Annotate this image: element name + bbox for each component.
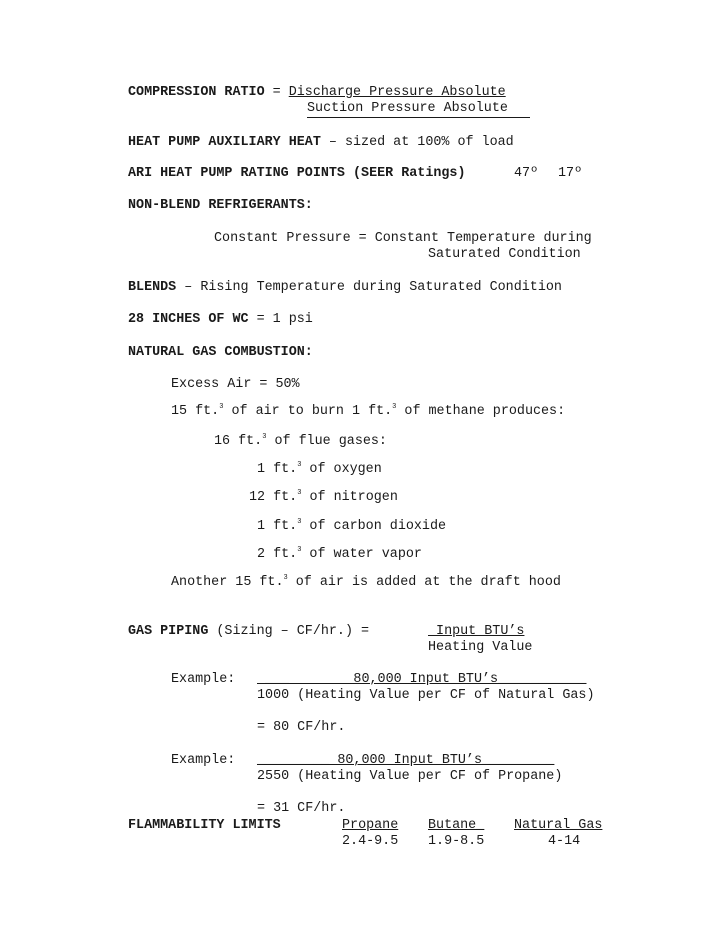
flue-item (249, 490, 398, 506)
draft-hood-a: Another 15 ft. (171, 575, 284, 590)
example2-numerator: _________ 80,000 Input BTU’s_________ (257, 753, 555, 768)
draft-hood-line (171, 575, 561, 591)
equals-sign: = (264, 85, 289, 100)
flue-item-qty: 1 ft. (257, 462, 298, 477)
flammability-header-propane: Propane (342, 818, 399, 833)
cubic-superscript: 3 (392, 403, 397, 411)
flue-text: of flue gases: (266, 434, 387, 449)
example-label: Example: (171, 672, 236, 687)
methane-line-a: 15 ft. (171, 404, 220, 419)
wc-line (128, 312, 313, 328)
ari-label: ARI HEAT PUMP RATING POINTS (SEER Ratings) (128, 166, 466, 181)
aux-heat-label: HEAT PUMP AUXILIARY HEAT (128, 135, 321, 150)
example1-denominator: 1000 (Heating Value per CF of Natural Gas) (257, 688, 595, 703)
blends-text: – Rising Temperature during Saturated Condition (176, 280, 562, 295)
flue-qty: 16 ft. (214, 434, 263, 449)
non-blend-label: NON-BLEND REFRIGERANTS: (128, 198, 313, 213)
flammability-header-natural-gas: Natural Gas (514, 818, 603, 833)
compression-ratio-label: COMPRESSION RATIO (128, 85, 265, 100)
cubic-superscript: 3 (297, 489, 302, 497)
gas-piping-line (128, 624, 377, 640)
cubic-superscript: 3 (297, 546, 302, 554)
flue-item-what: of nitrogen (301, 490, 398, 505)
ari-temp-47: 47º (514, 166, 539, 181)
cubic-superscript: 3 (262, 433, 267, 441)
flue-item (257, 462, 382, 478)
blends-line (128, 280, 562, 296)
aux-heat-text: – sized at 100% of load (320, 135, 514, 150)
methane-line (171, 404, 565, 420)
flue-gases-line (214, 434, 387, 450)
blends-label: BLENDS (128, 280, 177, 295)
wc-label: 28 INCHES OF WC (128, 312, 249, 327)
gas-piping-sizing: (Sizing – CF/hr.) = (208, 624, 378, 639)
flue-item (257, 519, 446, 535)
ari-temp-17: 17º (558, 166, 583, 181)
compression-denominator: Suction Pressure Absolute (307, 101, 508, 116)
gas-piping-denominator: Heating Value (428, 640, 533, 655)
example2-denominator: 2550 (Heating Value per CF of Propane) (257, 769, 563, 784)
flue-item-qty: 12 ft. (249, 490, 298, 505)
combustion-label: NATURAL GAS COMBUSTION: (128, 345, 313, 360)
aux-heat-line (128, 135, 514, 151)
gas-piping-numerator: Input BTU’s (428, 624, 525, 639)
example1-numerator: ___ 80,000 Input BTU’s___________ (257, 672, 587, 687)
wc-text: = 1 psi (248, 312, 313, 327)
cubic-superscript: 3 (219, 403, 224, 411)
flammability-value-natural-gas: 4-14 (548, 834, 581, 849)
excess-air: Excess Air = 50% (171, 377, 300, 392)
cubic-superscript: 3 (283, 574, 288, 582)
example1-result: = 80 CF/hr. (257, 720, 346, 735)
flue-item-qty: 2 ft. (257, 547, 298, 562)
flue-item (257, 547, 422, 563)
cubic-superscript: 3 (297, 518, 302, 526)
flammability-value-propane: 2.4-9.5 (342, 834, 399, 849)
draft-hood-b: of air is added at the draft hood (287, 575, 561, 590)
example2-result: = 31 CF/hr. (257, 801, 346, 816)
example-label: Example: (171, 753, 236, 768)
flammability-value-butane: 1.9-8.5 (428, 834, 485, 849)
cubic-superscript: 3 (297, 461, 302, 469)
flue-item-what: of carbon dioxide (301, 519, 447, 534)
compression-divider (307, 117, 530, 118)
methane-line-c: of methane produces: (396, 404, 566, 419)
flue-item-qty: 1 ft. (257, 519, 298, 534)
non-blend-line1: Constant Pressure = Constant Temperature during (214, 231, 592, 246)
non-blend-line2: Saturated Condition (428, 247, 581, 262)
flammability-header-butane: Butane_ (428, 818, 485, 833)
flue-item-what: of oxygen (301, 462, 382, 477)
compression-ratio-line (128, 85, 506, 101)
methane-line-b: of air to burn 1 ft. (223, 404, 393, 419)
flue-item-what: of water vapor (301, 547, 422, 562)
gas-piping-label: GAS PIPING (128, 624, 209, 639)
compression-numerator: Discharge Pressure Absolute (288, 85, 506, 100)
flammability-label: FLAMMABILITY LIMITS (128, 818, 281, 833)
